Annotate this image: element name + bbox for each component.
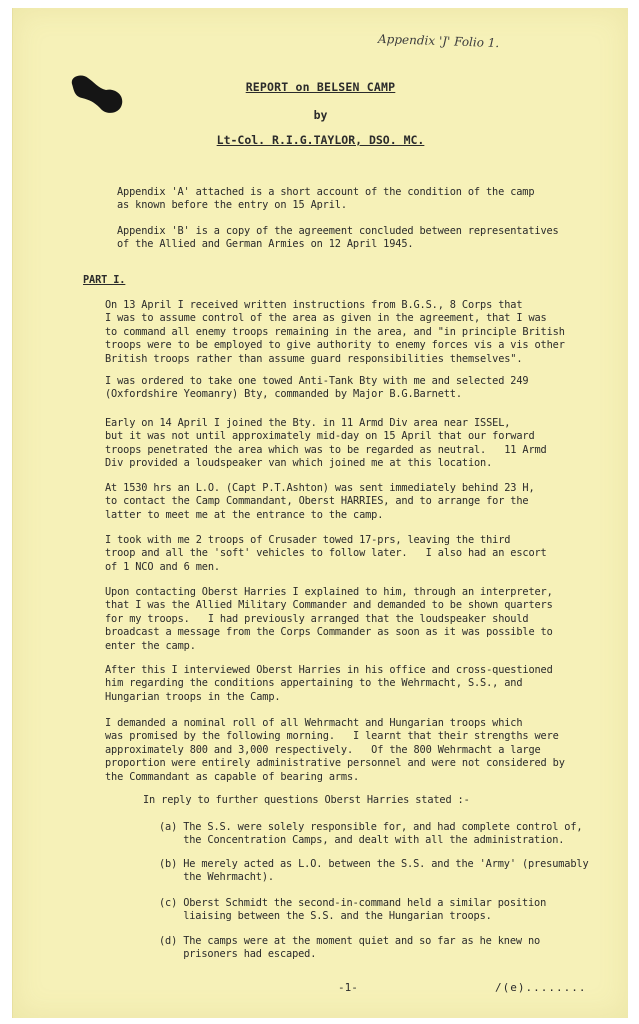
list-item-c: (c) Oberst Schmidt the second-in-command held a similar position liaising between the S.S. and the Hungarian troops. — [159, 897, 547, 923]
title-block — [13, 80, 628, 147]
paragraph-nominal-roll: I demanded a nominal roll of all Wehrmacht and Hungarian troops which was promised by the following morning. I learnt that their strengths were approximately 800 and 3,000 respectively. Of the 800 Wehrmacht a large proportion were entirely administrative personnel and were not considered by the Commandant as capable of bearing arms. — [105, 717, 565, 783]
report-title: REPORT on BELSEN CAMP — [245, 80, 396, 94]
continuation-marker: /(e)........ — [495, 981, 587, 994]
list-item-a: (a) The S.S. were solely responsible for, and had complete control of, the Concentration Camps, and dealt with all the administration. — [159, 821, 583, 847]
paragraph-appendix-a: Appendix 'A' attached is a short account of the condition of the camp as known before the entry on 15 April. — [117, 186, 535, 212]
paragraph-interview: After this I interviewed Oberst Harries in his office and cross-questioned him regarding the conditions appertaining to the Wehrmacht, S.S., and Hungarian troops in the Camp. — [105, 664, 553, 703]
paragraph-further-questions: In reply to further questions Oberst Harries stated :- — [143, 794, 470, 806]
paragraph-instructions: On 13 April I received written instructions from B.G.S., 8 Corps that I was to assume control of the area as given in the agreement, that I was to command all enemy troops remaining in the area, and "in principle British troops were to be employed to give authority to enemy forces vis a vis other British troops rather than assume guard responsibilities themselves". — [105, 299, 565, 365]
part-heading: PART I. — [83, 274, 126, 286]
list-item-d: (d) The camps were at the moment quiet and so far as he knew no prisoners had escaped. — [159, 935, 541, 961]
paragraph-liaison-officer: At 1530 hrs an L.O. (Capt P.T.Ashton) was sent immediately behind 23 H, to contact the Camp Commandant, Oberst HARRIES, and to arrange for the latter to meet me at the entrance to the camp. — [105, 482, 535, 521]
author-line: Lt-Col. R.I.G.TAYLOR, DSO. MC. — [216, 133, 425, 147]
page-number: -1- — [338, 981, 358, 994]
document-page — [12, 8, 628, 1018]
paragraph-contacting-harries: Upon contacting Oberst Harries I explained to him, through an interpreter, that I was the Allied Military Commander and demanded to be shown quarters for my troops. I had previously arranged that the loudspeaker should broadcast a message from the Corps Commander as soon as it was possible to enter the camp. — [105, 586, 553, 652]
paragraph-crusader: I took with me 2 troops of Crusader towed 17-prs, leaving the third troop and all the 'soft' vehicles to follow later. I also had an escort of 1 NCO and 6 men. — [105, 534, 547, 573]
by-line: by — [313, 108, 328, 122]
handwritten-annotation: Appendix 'J' Folio 1. — [377, 31, 500, 51]
paragraph-issel: Early on 14 April I joined the Bty. in 11 Armd Div area near ISSEL, but it was not until approximately mid-day on 15 April that our forward troops penetrated the area which was to be regarded as neutral. 11 Armd Div provided a loudspeaker van which joined me at this location. — [105, 417, 547, 470]
list-item-b: (b) He merely acted as L.O. between the S.S. and the 'Army' (presumably the Wehrmacht). — [159, 858, 589, 884]
paragraph-anti-tank: I was ordered to take one towed Anti-Tank Bty with me and selected 249 (Oxfordshire Yeomanry) Bty, commanded by Major B.G.Barnett. — [105, 375, 529, 401]
paragraph-appendix-b: Appendix 'B' is a copy of the agreement concluded between representatives of the Allied and German Armies on 12 April 1945. — [117, 225, 559, 251]
